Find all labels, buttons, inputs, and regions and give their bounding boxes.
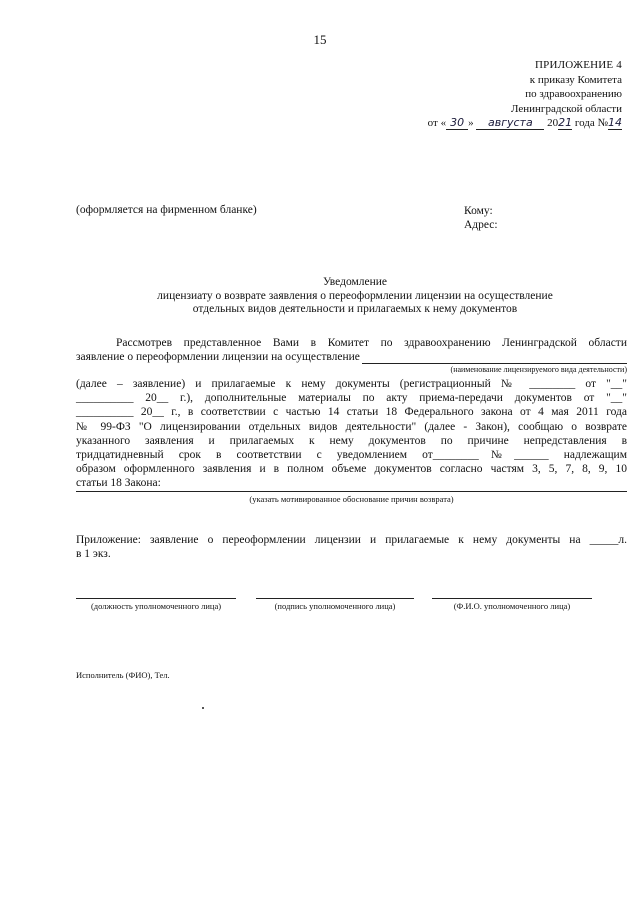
- para1-line-2: [76, 350, 627, 364]
- order-date-line: [428, 116, 622, 131]
- para1-line-2-text: заявление о переоформлении лицензии на осуществление: [76, 351, 360, 364]
- order-mid: »: [468, 117, 474, 129]
- attachment-note: [76, 533, 627, 561]
- title-line-1: Уведомление: [322, 276, 388, 288]
- return-reason-caption: (указать мотивированное обоснование причин возврата): [249, 494, 454, 504]
- para2-line-8: статьи 18 Закона:: [76, 477, 161, 490]
- activity-type-caption: (наименование лицензируемого вида деятельности): [450, 365, 627, 375]
- para2-line-1: (далее – заявление) и прилагаемые к нему документы (регистрационный № ________ от "__": [76, 378, 627, 390]
- para2-line-7: образом оформленного заявления и в полном объеме документов согласно частям 3, 5, 7, 8, 9, 10: [76, 463, 627, 476]
- order-day: 30: [446, 117, 468, 130]
- para2-line-3: __________ 20__ г., в соответствии с частью 14 статьи 18 Федерального закона от 4 мая 2011 года: [76, 406, 627, 419]
- page-number: 15: [313, 32, 327, 47]
- signature-block: [256, 588, 414, 611]
- order-prefix: от «: [427, 117, 447, 129]
- order-year-prefix: 20: [547, 117, 559, 129]
- letterhead-note: (оформляется на фирменном бланке): [76, 204, 257, 216]
- attachment-line-2: в 1 экз.: [76, 548, 111, 560]
- para2-line-4: № 99-ФЗ "О лицензировании отдельных видов деятельности" (далее - Закон), сообщаю о возврате: [76, 420, 627, 433]
- activity-type-field: [362, 352, 627, 364]
- appendix-title: ПРИЛОЖЕНИЕ 4: [535, 59, 622, 71]
- appendix-committee: по здравоохранению: [525, 88, 622, 100]
- position-line: [76, 588, 236, 599]
- position-caption: (должность уполномоченного лица): [90, 601, 222, 611]
- to-label: Кому:: [464, 205, 493, 217]
- order-suffix: года №: [574, 117, 608, 129]
- notice-title: [60, 276, 640, 317]
- para2-line-5: указанного заявления и прилагаемых к нему документов по причине непредставления в: [76, 434, 627, 447]
- name-caption: (Ф.И.О. уполномоченного лица): [453, 601, 571, 611]
- paragraph-1: [76, 336, 627, 375]
- para2-line-6: тридцатидневный срок в соответствии с уведомлением от________№______ надлежащим: [76, 449, 627, 462]
- appendix-region: Ленинградской области: [511, 102, 622, 115]
- name-signature-block: [432, 588, 592, 611]
- recipient-block: [464, 204, 498, 232]
- para2-line-2: __________ 20__ г.), дополнительные материалы по акту приема-передачи документов от "__": [76, 392, 627, 405]
- signature-line: [256, 588, 414, 599]
- title-line-2: лицензиату о возврате заявления о переоформлении лицензии на осуществление: [157, 289, 553, 302]
- paragraph-2: [76, 377, 627, 491]
- address-label: Адрес:: [464, 219, 498, 231]
- scan-speck: [202, 707, 204, 709]
- appendix-order-ref: к приказу Комитета: [529, 73, 622, 86]
- para1-line-1: Рассмотрев представленное Вами в Комитет по здравоохранению Ленинградской области: [116, 337, 627, 349]
- appendix-header: [428, 58, 622, 131]
- position-signature-block: [76, 588, 236, 611]
- executor-note: Исполнитель (ФИО), Тел.: [76, 670, 170, 680]
- name-line: [432, 588, 592, 599]
- title-line-3: отдельных видов деятельности и прилагаемых к нему документов: [192, 303, 518, 315]
- order-year: 21: [558, 116, 573, 129]
- signature-caption: (подпись уполномоченного лица): [274, 601, 396, 611]
- order-number: 14: [608, 116, 622, 129]
- return-reason-field: [76, 490, 627, 492]
- attachment-line-1: Приложение: заявление о переоформлении лицензии и прилагаемые к нему документы на _____л.: [76, 534, 627, 546]
- order-month: августа: [476, 117, 544, 130]
